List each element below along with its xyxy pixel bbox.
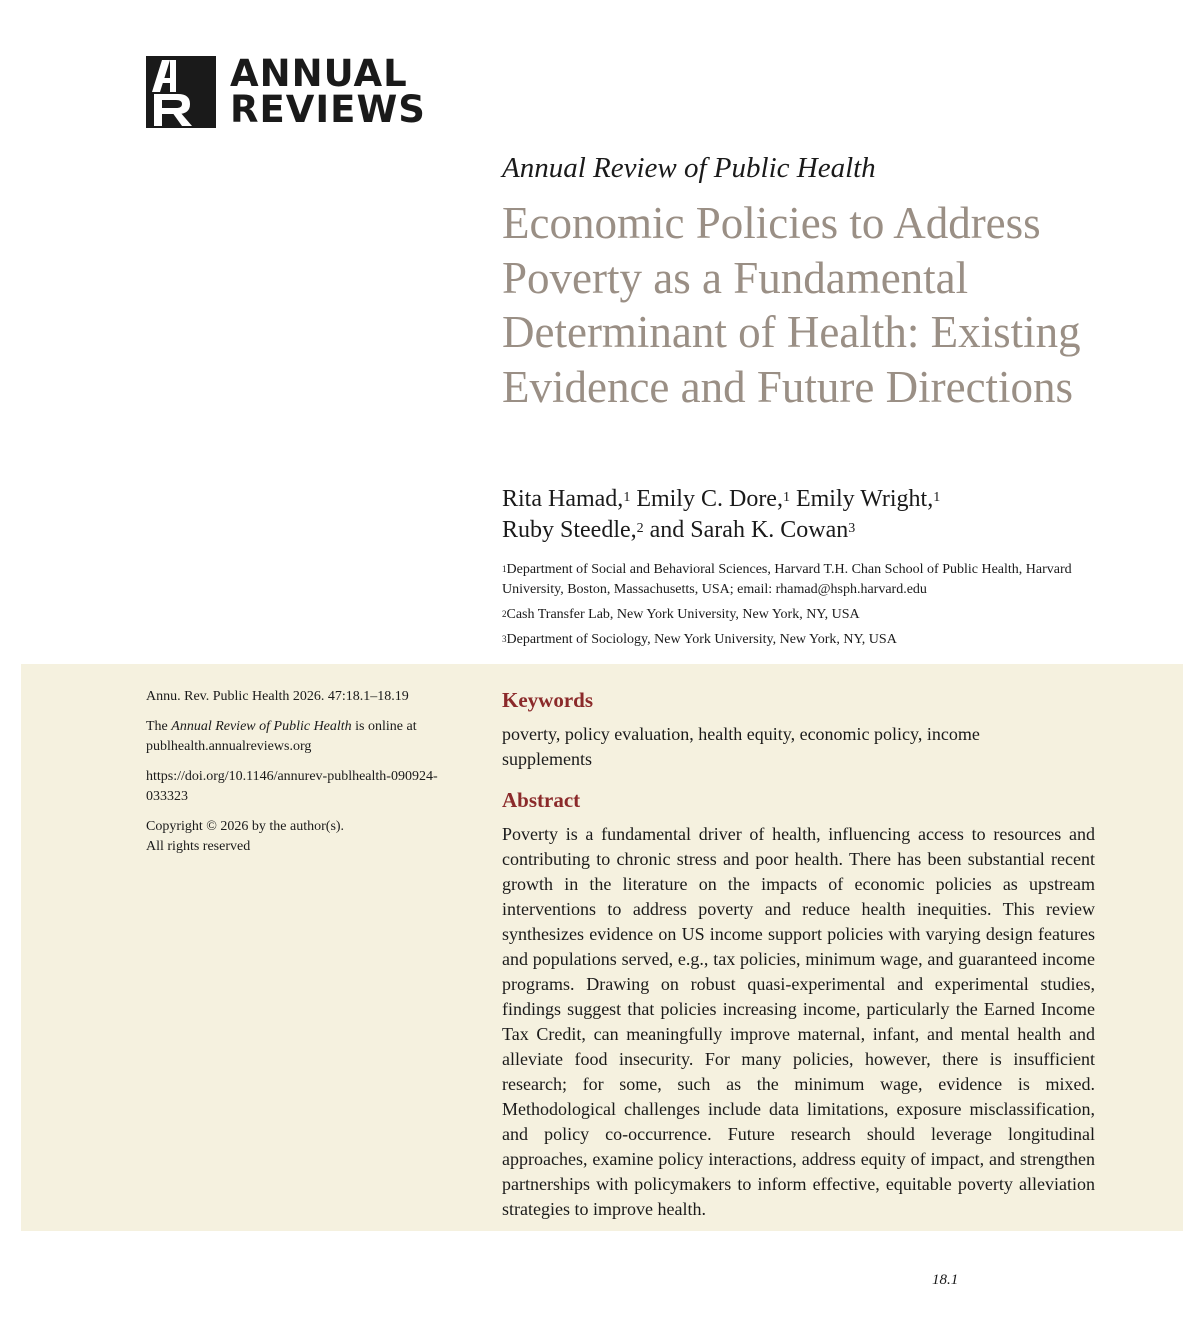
author: Emily C. Dore,$^1$ xyxy=(636,486,790,512)
author: Emily Wright,$^1$ xyxy=(795,486,941,512)
online-note: The Annual Review of Public Health is online at publhealth.annualreviews.org xyxy=(146,719,417,754)
logo-wordmark xyxy=(230,52,426,131)
annual-reviews-logo xyxy=(146,52,426,131)
citation: Annu. Rev. Public Health 2026. 47:18.1–18.19 xyxy=(146,689,409,704)
affiliation: $^3$Department of Sociology, New York University, New York, NY, USA xyxy=(502,632,897,647)
logo-line-annual: ANNUAL xyxy=(230,52,408,95)
logo-line-reviews: REVIEWS xyxy=(230,88,426,131)
article-sidebar xyxy=(146,687,446,867)
author: and Sarah K. Cowan$^3$ xyxy=(649,517,856,543)
doi-link[interactable]: https://doi.org/10.1146/annurev-publhealth-090924-033323 xyxy=(146,769,438,804)
affiliation: $^1$Department of Social and Behavioral Sciences, Harvard T.H. Chan School of Public Health, Harvard University, Boston, Massachusetts, USA; email: rhamad@hsph.harvard.edu xyxy=(502,562,1072,597)
page-number: 18.1 xyxy=(932,1272,959,1288)
author: Ruby Steedle,$^2$ xyxy=(502,517,644,543)
keywords-heading: Keywords xyxy=(502,688,593,712)
ar-logo-icon xyxy=(146,56,216,128)
author: Rita Hamad,$^1$ xyxy=(502,486,631,512)
journal-name: Annual Review of Public Health xyxy=(502,152,876,184)
affiliation: $^2$Cash Transfer Lab, New York University, New York, NY, USA xyxy=(502,607,860,622)
abstract-heading: Abstract xyxy=(502,788,581,812)
affiliations xyxy=(502,560,1102,655)
article-title: Economic Policies to Address Poverty as a Fundamental Determinant of Health: Existing Evidence and Future Directions xyxy=(502,198,1081,412)
keywords: poverty, policy evaluation, health equity, economic policy, income supplements xyxy=(502,724,980,769)
abstract-text: Poverty is a fundamental driver of health, influencing access to resources and contributing to chronic stress and poor health. There has been substantial recent growth in the literature on the impacts of economic policies as upstream interventions to address poverty and reduce health inequities. This review synthesizes evidence on US income support policies with varying design features and populations served, e.g., tax policies, minimum wage, and guaranteed income programs. Drawing on robust quasi-experimental and experimental studies, findings suggest that policies increasing income, particularly the Earned Income Tax Credit, can meaningfully improve maternal, infant, and mental health and alleviate food insecurity. For many policies, however, there is insufficient research; for some, such as the minimum wage, evidence is mixed. Methodological challenges include data limitations, exposure misclassification, and policy co-occurrence. Future research should leverage longitudinal approaches, examine policy interactions, address equity of impact, and strengthen partnerships with policymakers to inform effective, equitable poverty alleviation strategies to improve health. xyxy=(502,824,1095,1219)
author-list xyxy=(502,484,1122,546)
copyright: Copyright © 2026 by the author(s). All rights reserved xyxy=(146,819,345,854)
